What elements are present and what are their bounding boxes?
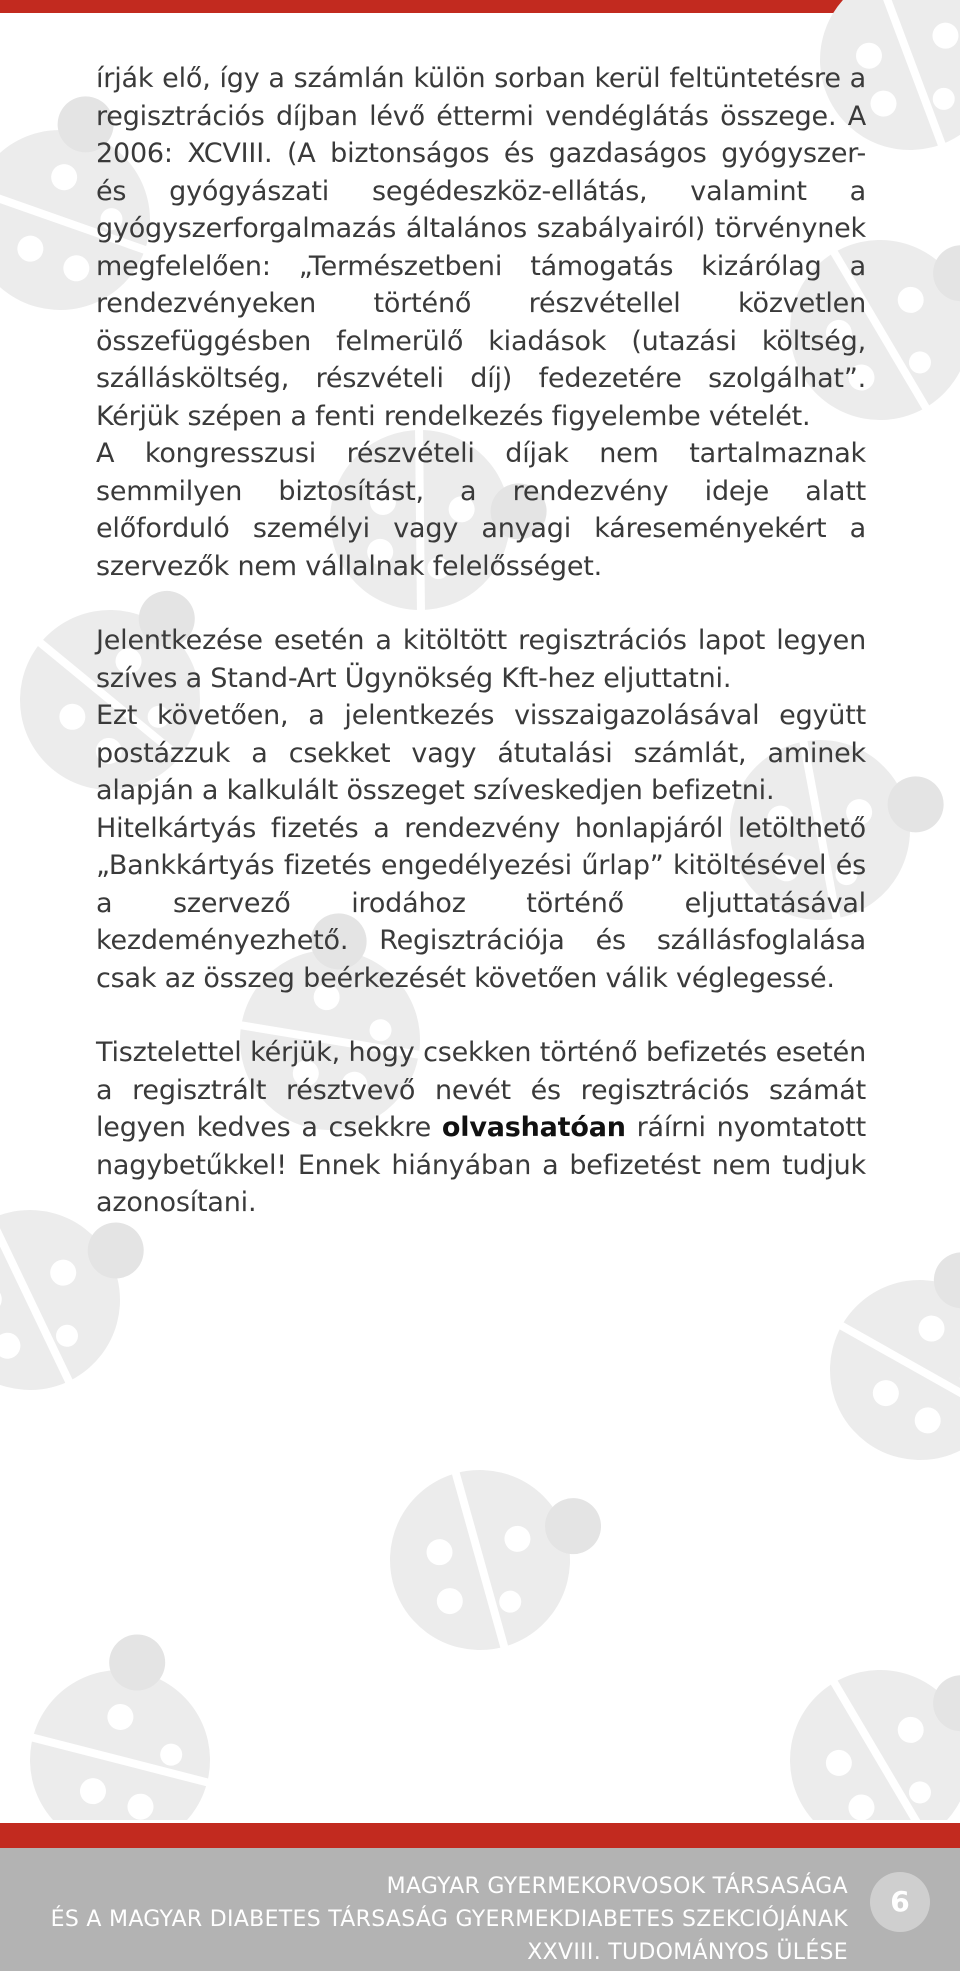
paragraph-1: írják elő, így a számlán külön sorban kerül feltüntetésre a regisztrációs díjban lévő éttermi vendéglátás összege. A 2006: XCVIII. (A biztonságos és gazdaságos gyógyszer- és gyógyászati segédeszköz-ellátás, valamint a gyógyszerforgalmazás általános szabályairól) törvénynek megfelelően: „Természetbeni támogatás kizárólag a rendezvényeken történő részvétellel közvetlen összefüggésben felmerülő kiadások (utazási költség, szállásköltség, részvételi díj) fedezetére szolgálhat”. Kérjük szépen a fenti rendelkezés figyelembe vételét. — [96, 63, 866, 432]
emphasis-olvashatoan: olvashatóan — [441, 1112, 626, 1143]
body-text — [96, 60, 866, 1222]
paragraph-3: Jelentkezése esetén a kitöltött regisztrációs lapot legyen szíves a Stand-Art Ügynökség Kft-hez eljuttatni. — [96, 625, 866, 694]
paragraph-6-end: ráírni nyomtatott nagybetűkkel! Ennek hiányában a befizetést nem tudjuk azonosítani. — [96, 1112, 866, 1218]
paragraph-6-start: Tisztelettel kérjük, hogy csekken történő befizetés esetén a regisztrált résztvevő nevét és regisztrációs számát legyen kedves a csekkre — [96, 1037, 866, 1143]
footer-line-1: MAGYAR GYERMEKORVOSOK TÁRSASÁGA — [386, 1874, 848, 1899]
footer-line-2: ÉS A MAGYAR DIABETES TÁRSASÁG GYERMEKDIABETES SZEKCIÓJÁNAK — [50, 1907, 848, 1932]
footer-title — [51, 1870, 848, 1969]
paragraph-4: Ezt követően, a jelentkezés visszaigazolásával együtt postázzuk a csekket vagy átutalási számlát, aminek alapján a kalkulált összeget szíveskedjen befizetni. — [96, 700, 866, 806]
paragraph-5: Hitelkártyás fizetés a rendezvény honlapjáról letölthető „Bankkártyás fizetés engedélyezési űrlap” kitöltésével és a szervező irodához történő eljuttatásával kezdeményezhető. Regisztrációja és szállásfoglalása csak az összeg beérkezését követően válik véglegessé. — [96, 812, 866, 994]
footer — [0, 1848, 960, 1971]
paragraph-2: A kongresszusi részvételi díjak nem tartalmaznak semmilyen biztosítást, a rendezvény ideje alatt előforduló személyi vagy anyagi káreseményekért a szervezők nem vállalnak felelősséget. — [96, 438, 866, 582]
page-number: 6 — [870, 1872, 930, 1932]
footer-line-3: XXVIII. TUDOMÁNYOS ÜLÉSE — [527, 1940, 848, 1965]
bottom-accent-bar — [0, 1823, 960, 1848]
paragraph-6 — [96, 1034, 866, 1222]
